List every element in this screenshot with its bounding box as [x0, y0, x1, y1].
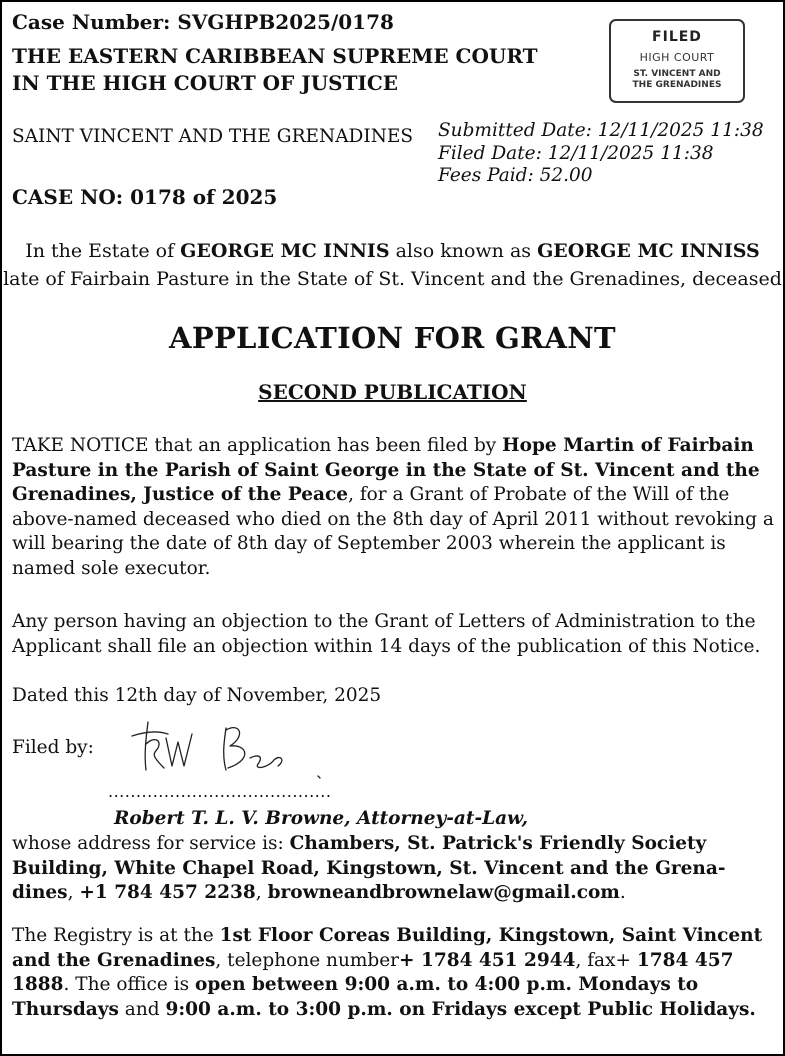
estate-line-1: In the Estate of GEORGE MC INNIS also known as GEORGE MC INNISS	[25, 240, 760, 262]
submitted-date: Submitted Date: 12/11/2025 11:38	[438, 120, 764, 141]
attorney-email: browneandbrownelaw@gmail.com	[267, 882, 620, 903]
attorney-phone: +1 784 457 2238	[79, 882, 256, 903]
registry-hours-weekday: open between 9:00 a.m. to 4:00 p.m. Mondays to Thursdays	[12, 974, 699, 1020]
dated-line: Dated this 12th day of November, 2025	[12, 685, 382, 706]
stamp-location: ST. VINCENT AND THE GRENADINES	[632, 69, 722, 90]
case-no: CASE NO: 0178 of 2025	[12, 185, 278, 209]
filed-stamp	[609, 19, 745, 103]
deceased-alias: GEORGE MC INNISS	[537, 240, 760, 262]
filed-by-label: Filed by:	[12, 737, 94, 758]
deceased-name: GEORGE MC INNIS	[180, 240, 390, 262]
document-title: APPLICATION FOR GRANT	[169, 321, 616, 355]
court-division: IN THE HIGH COURT OF JUSTICE	[12, 71, 399, 95]
applicant-details: Hope Martin of Fairbain Pasture in the Parish of Saint George in the State of St. Vincent and the Grenadines, Justice of the Peace	[12, 435, 760, 505]
jurisdiction: SAINT VINCENT AND THE GRENADINES	[12, 126, 414, 147]
attorney-name: Robert T. L. V. Browne, Attorney-at-Law,	[114, 808, 528, 829]
registry-paragraph: The Registry is at the 1st Floor Coreas Building, Kingstown, Saint Vincent and the Grenadines, telephone number+ 1784 451 2944, fax+ 1784 457 1888. The office is open between 9:00 a.m. to 4:00 p.m. Mondays to Thursdays and 9:00 a.m. to 3:00 p.m. on Fridays except Public Holidays.	[12, 925, 763, 1020]
registry-hours-friday: 9:00 a.m. to 3:00 p.m. on Fridays except Public Holidays.	[165, 998, 756, 1020]
stamp-filed: FILED	[652, 29, 702, 45]
registry-telephone: + 1784 451 2944	[399, 949, 576, 971]
estate-line-2: late of Fairbain Pasture in the State of St. Vincent and the Grenadines, deceased	[3, 268, 782, 290]
stamp-court: HIGH COURT	[639, 51, 715, 64]
signature-dots: ........................................	[108, 782, 332, 801]
signature-image	[124, 714, 324, 792]
registry-location: 1st Floor Coreas Building, Kingstown, Saint Vincent and the Grenadines	[12, 925, 763, 971]
case-number: Case Number: SVGHPB2025/0178	[12, 10, 394, 34]
attorney-address: whose address for service is: Chambers, St. Patrick's Friendly Society Building, White Chapel Road, Kingstown, St. Vincent and the Grena-dines, +1 784 457 2238, browneandbrownelaw@gmail.com.	[12, 833, 726, 903]
objection-paragraph: Any person having an objection to the Grant of Letters of Administration to the Applicant shall file an objection within 14 days of the publication of this Notice.	[12, 611, 761, 657]
registry-fax: 1784 457 1888	[12, 949, 734, 995]
filed-date: Filed Date: 12/11/2025 11:38	[438, 143, 714, 164]
publication-label: SECOND PUBLICATION	[258, 380, 527, 404]
court-name: THE EASTERN CARIBBEAN SUPREME COURT	[12, 44, 538, 68]
fees-paid: Fees Paid: 52.00	[438, 165, 593, 186]
notice-paragraph: TAKE NOTICE that an application has been filed by Hope Martin of Fairbain Pasture in the Parish of Saint George in the State of St. Vincent and the Grenadines, Justice of the Peace, for a Grant of Probate of the Will of the above-named deceased who died on the 8th day of April 2011 without revoking a will bearing the date of 8th day of September 2003 wherein the applicant is named sole executor.	[12, 435, 774, 579]
